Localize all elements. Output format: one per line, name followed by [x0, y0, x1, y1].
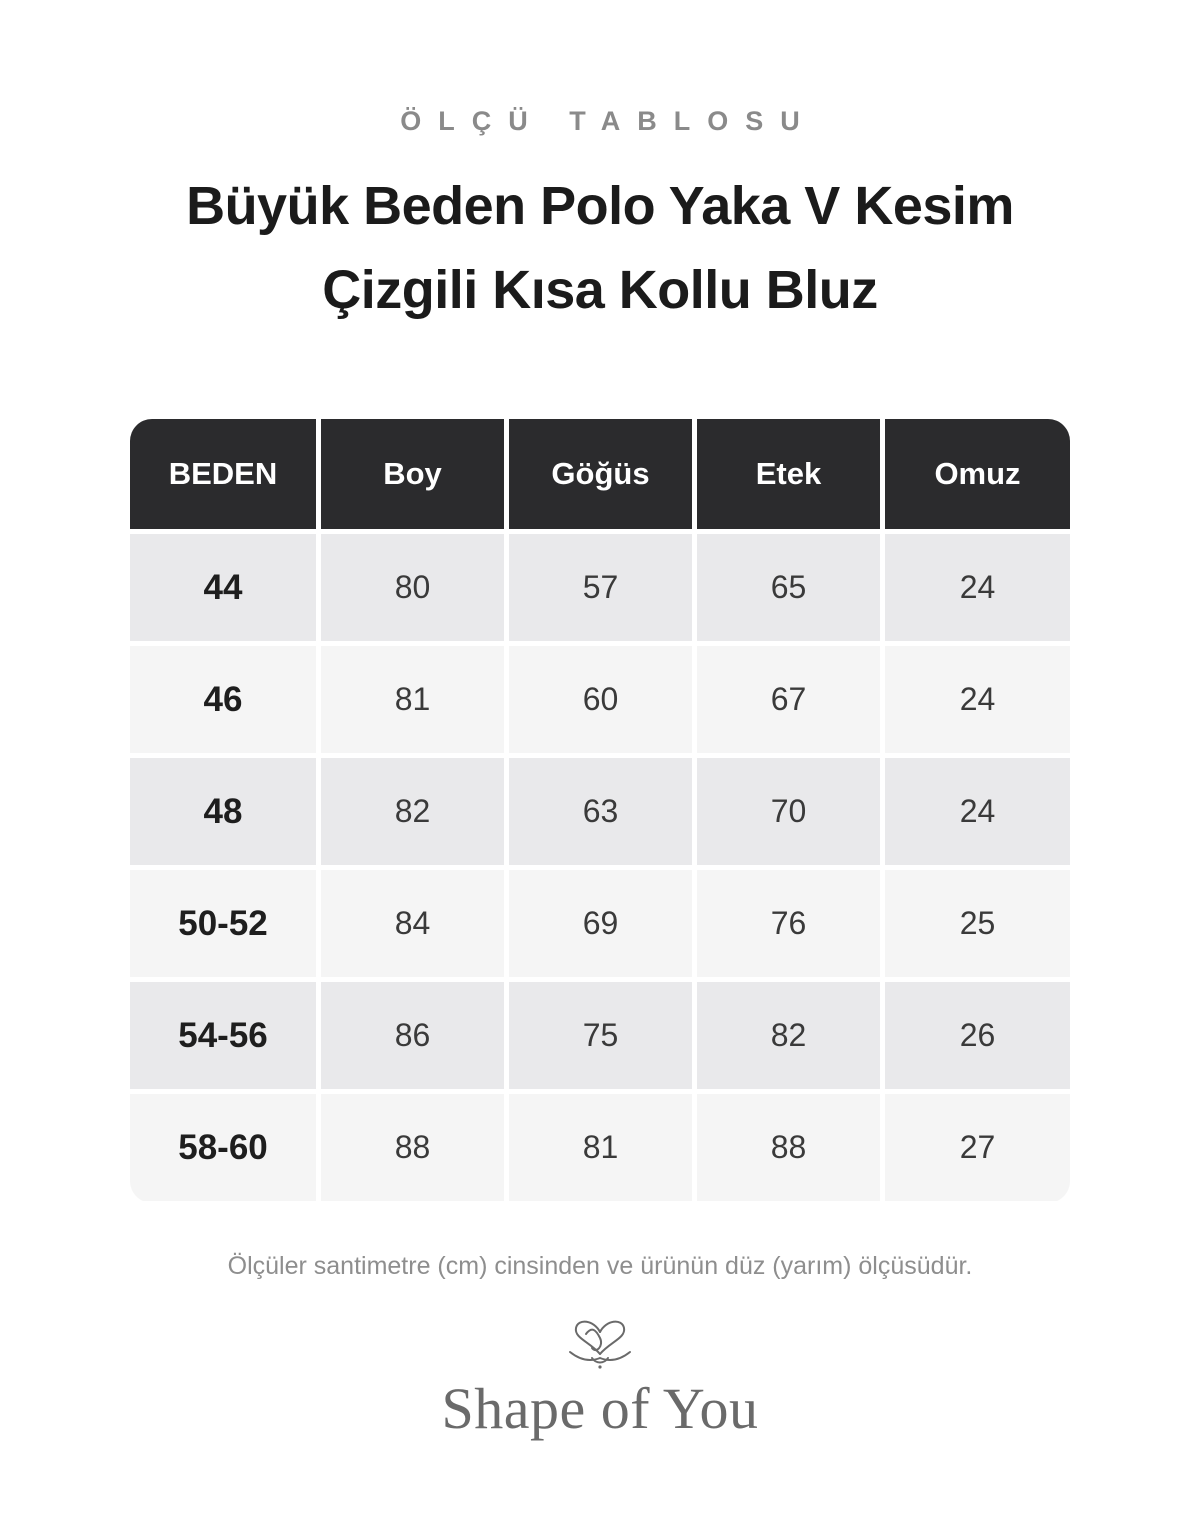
- title-line-2: Çizgili Kısa Kollu Bluz: [322, 260, 878, 320]
- brand-logo-text: Shape of You: [441, 1376, 759, 1441]
- table-cell: 27: [885, 1094, 1070, 1201]
- table-cell: 81: [509, 1094, 692, 1201]
- column-header-beden: BEDEN: [130, 419, 316, 529]
- table-cell: 69: [509, 870, 692, 977]
- table-cell: 75: [509, 982, 692, 1089]
- column-header-etek: Etek: [697, 419, 880, 529]
- column-header-omuz: Omuz: [885, 419, 1070, 529]
- column-header-gogus: Göğüs: [509, 419, 692, 529]
- table-cell: 81: [321, 646, 504, 753]
- page-title: [0, 164, 1200, 332]
- table-cell: 82: [321, 758, 504, 865]
- table-cell: 67: [697, 646, 880, 753]
- table-cell: 60: [509, 646, 692, 753]
- table-cell: 25: [885, 870, 1070, 977]
- table-cell: 80: [321, 534, 504, 641]
- title-line-1: Büyük Beden Polo Yaka V Kesim: [186, 176, 1014, 236]
- table-cell: 57: [509, 534, 692, 641]
- size-cell: 54-56: [130, 982, 316, 1089]
- size-cell: 48: [130, 758, 316, 865]
- table-cell: 84: [321, 870, 504, 977]
- table-cell: 76: [697, 870, 880, 977]
- measurement-note: Ölçüler santimetre (cm) cinsinden ve ürünün düz (yarım) ölçüsüdür.: [227, 1252, 973, 1280]
- eyebrow-label: ÖLÇÜ TABLOSU: [400, 106, 817, 136]
- table-cell: 86: [321, 982, 504, 1089]
- heart-swirl-icon: [566, 1312, 634, 1370]
- table-cell: 65: [697, 534, 880, 641]
- size-cell: 46: [130, 646, 316, 753]
- table-cell: 24: [885, 534, 1070, 641]
- table-cell: 24: [885, 758, 1070, 865]
- table-cell: 88: [321, 1094, 504, 1201]
- table-cell: 70: [697, 758, 880, 865]
- size-chart-table: [130, 419, 1070, 1203]
- table-cell: 24: [885, 646, 1070, 753]
- table-cell: 82: [697, 982, 880, 1089]
- size-cell: 44: [130, 534, 316, 641]
- size-cell: 58-60: [130, 1094, 316, 1201]
- size-cell: 50-52: [130, 870, 316, 977]
- table-cell: 63: [509, 758, 692, 865]
- table-cell: 26: [885, 982, 1070, 1089]
- table-cell: 88: [697, 1094, 880, 1201]
- column-header-boy: Boy: [321, 419, 504, 529]
